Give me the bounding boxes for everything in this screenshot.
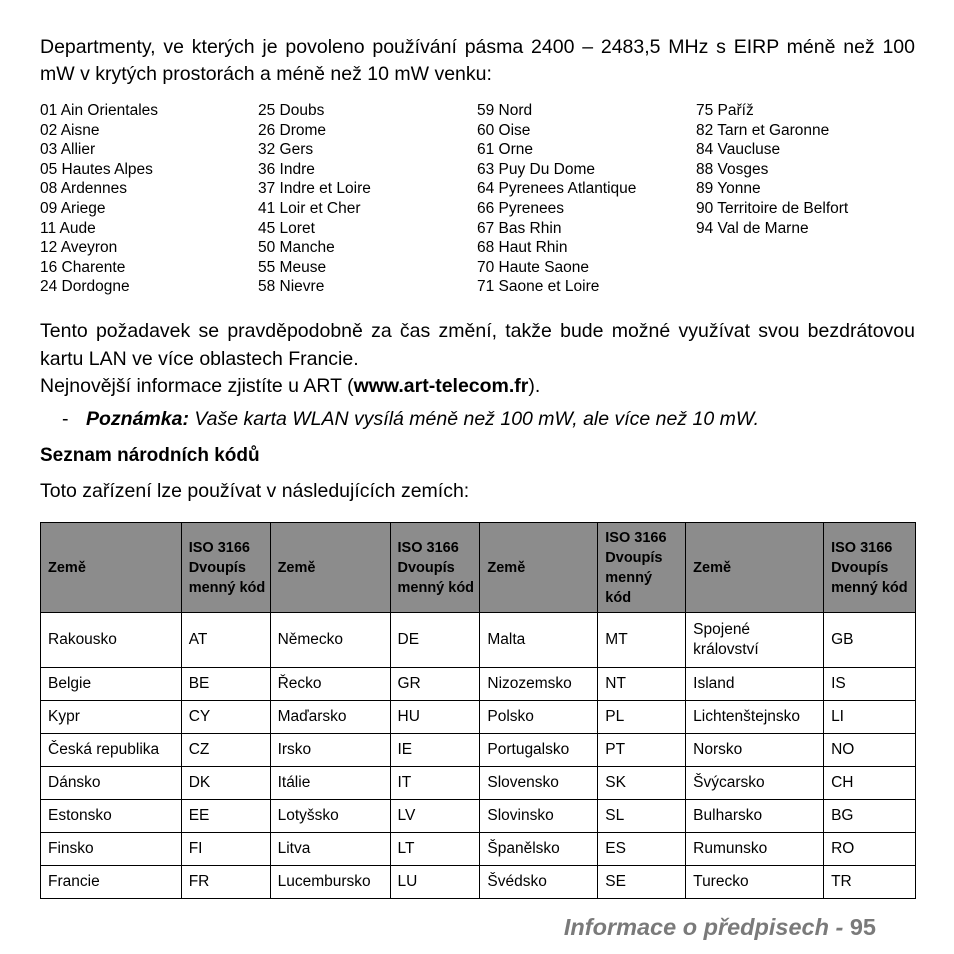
department-item: 64 Pyrenees Atlantique [477,180,637,198]
country-cell: Francie [41,866,182,899]
department-column-2 [258,101,371,297]
country-cell: Lichtenštejnsko [686,701,824,734]
header-iso-code: ISO 3166 Dvoupís menný kód [598,523,686,613]
department-item: 82 Tarn et Garonne [696,121,830,139]
country-cell: Turecko [686,866,824,899]
note-label: Poznámka: [86,408,189,430]
table-header-row [41,523,916,613]
change-notice-paragraph: Tento požadavek se pravděpodobně za čas změní, takže bude možné využívat svou bezdrátovou kartu LAN ve více oblastech Francie. [40,320,915,370]
iso-code-cell: SK [598,767,686,800]
country-code-table [40,522,916,899]
iso-code-cell: CH [824,767,916,800]
page-number: 95 [849,914,876,940]
table-body [41,613,916,899]
iso-code-cell: GB [824,613,916,668]
table-row [41,833,916,866]
table-row [41,734,916,767]
iso-code-cell: RO [824,833,916,866]
footer-title: Informace o předpisech - [563,914,850,940]
iso-code-cell: GR [390,668,480,701]
header-country: Země [480,523,598,613]
country-cell: Slovinsko [480,800,598,833]
country-cell: Bulharsko [686,800,824,833]
department-item: 37 Indre et Loire [258,180,371,198]
department-item: 61 Orne [477,141,534,159]
department-item: 59 Nord [477,102,533,119]
country-cell: Malta [480,613,598,668]
country-cell: Rumunsko [686,833,824,866]
department-list [40,101,915,301]
iso-code-cell: LV [390,800,480,833]
table-row [41,800,916,833]
department-item: 26 Drome [258,121,327,139]
department-item: 71 Saone et Loire [477,278,600,296]
note-dash: - [62,408,69,430]
iso-code-cell: MT [598,613,686,668]
header-country: Země [270,523,390,613]
department-item: 90 Territoire de Belfort [696,199,849,217]
country-cell: Česká republika [41,734,182,767]
art-info-prefix: Nejnovější informace zjistíte u ART ( [40,375,354,397]
country-cell: Nizozemsko [480,668,598,701]
iso-code-cell: LU [390,866,480,899]
header-iso-code: ISO 3166 Dvoupís menný kód [824,523,916,613]
department-item: 01 Ain Orientales [40,102,159,119]
wlan-note [40,405,915,433]
iso-code-cell: SL [598,800,686,833]
department-item: 09 Ariege [40,199,106,217]
iso-code-cell: BE [181,668,270,701]
iso-code-cell: PT [598,734,686,767]
department-item: 66 Pyrenees [477,199,565,217]
department-column-4 [696,101,848,238]
country-cell: Irsko [270,734,390,767]
country-cell: Slovensko [480,767,598,800]
header-country: Země [686,523,824,613]
department-item: 58 Nievre [258,278,325,296]
country-cell: Lotyšsko [270,800,390,833]
department-item: 50 Manche [258,239,335,257]
iso-code-cell: FI [181,833,270,866]
country-cell: Finsko [41,833,182,866]
iso-code-cell: TR [824,866,916,899]
department-item: 55 Meuse [258,258,327,276]
iso-code-cell: IE [390,734,480,767]
country-cell: Lucembursko [270,866,390,899]
iso-code-cell: BG [824,800,916,833]
iso-code-cell: NO [824,734,916,767]
iso-code-cell: LT [390,833,480,866]
table-row [41,668,916,701]
department-item: 24 Dordogne [40,278,130,296]
country-cell: Švýcarsko [686,767,824,800]
department-item: 32 Gers [258,141,314,159]
section-title: Seznam národních kódů [40,445,260,466]
country-cell: Maďarsko [270,701,390,734]
country-cell: Dánsko [41,767,182,800]
note-text: Vaše karta WLAN vysílá méně než 100 mW, ale více než 10 mW. [188,408,759,430]
iso-code-cell: PL [598,701,686,734]
header-iso-code: ISO 3166 Dvoupís menný kód [181,523,270,613]
department-item: 68 Haut Rhin [477,239,568,257]
intro-paragraph: Departmenty, ve kterých je povoleno používání pásma 2400 – 2483,5 MHz s EIRP méně než 100 mW v krytých prostorách a méně než 10 mW venku: [40,36,915,85]
country-cell: Polsko [480,701,598,734]
country-cell: Spojené království [686,613,824,668]
country-cell: Estonsko [41,800,182,833]
country-cell: Norsko [686,734,824,767]
header-iso-code: ISO 3166 Dvoupís menný kód [390,523,480,613]
department-item: 89 Yonne [696,180,761,198]
country-cell: Španělsko [480,833,598,866]
country-cell: Island [686,668,824,701]
page-footer [564,914,876,941]
art-info-paragraph [40,372,915,400]
iso-code-cell: CZ [181,734,270,767]
table-row [41,866,916,899]
department-column-1 [40,101,158,297]
country-cell: Litva [270,833,390,866]
iso-code-cell: ES [598,833,686,866]
department-item: 08 Ardennes [40,180,128,198]
iso-code-cell: SE [598,866,686,899]
country-intro-paragraph: Toto zařízení lze používat v následujících zemích: [40,480,470,502]
iso-code-cell: NT [598,668,686,701]
department-item: 63 Puy Du Dome [477,160,596,178]
department-item: 45 Loret [258,219,315,237]
department-item: 75 Paříž [696,102,754,119]
country-cell: Belgie [41,668,182,701]
department-item: 88 Vosges [696,160,769,178]
country-cell: Německo [270,613,390,668]
iso-code-cell: LI [824,701,916,734]
country-cell: Itálie [270,767,390,800]
iso-code-cell: EE [181,800,270,833]
department-item: 12 Aveyron [40,239,118,257]
country-cell: Kypr [41,701,182,734]
department-item: 11 Aude [40,219,96,237]
department-item: 25 Doubs [258,102,325,119]
department-item: 94 Val de Marne [696,219,809,237]
art-info-suffix: ). [528,375,541,397]
department-item: 02 Aisne [40,121,100,139]
art-telecom-link[interactable]: www.art-telecom.fr [353,375,529,397]
department-item: 84 Vaucluse [696,141,781,159]
department-item: 67 Bas Rhin [477,219,562,237]
iso-code-cell: FR [181,866,270,899]
department-item: 16 Charente [40,258,126,276]
department-item: 36 Indre [258,160,315,178]
department-item: 03 Allier [40,141,96,159]
department-item: 05 Hautes Alpes [40,160,153,178]
iso-code-cell: IT [390,767,480,800]
iso-code-cell: CY [181,701,270,734]
iso-code-cell: DE [390,613,480,668]
iso-code-cell: HU [390,701,480,734]
department-item: 41 Loir et Cher [258,199,361,217]
table-row [41,701,916,734]
header-country: Země [41,523,182,613]
country-cell: Švédsko [480,866,598,899]
country-cell: Portugalsko [480,734,598,767]
department-item: 70 Haute Saone [477,258,590,276]
department-column-3 [477,101,636,297]
table-row [41,613,916,668]
iso-code-cell: AT [181,613,270,668]
department-item: 60 Oise [477,121,531,139]
iso-code-cell: DK [181,767,270,800]
country-cell: Rakousko [41,613,182,668]
country-cell: Řecko [270,668,390,701]
iso-code-cell: IS [824,668,916,701]
table-row [41,767,916,800]
